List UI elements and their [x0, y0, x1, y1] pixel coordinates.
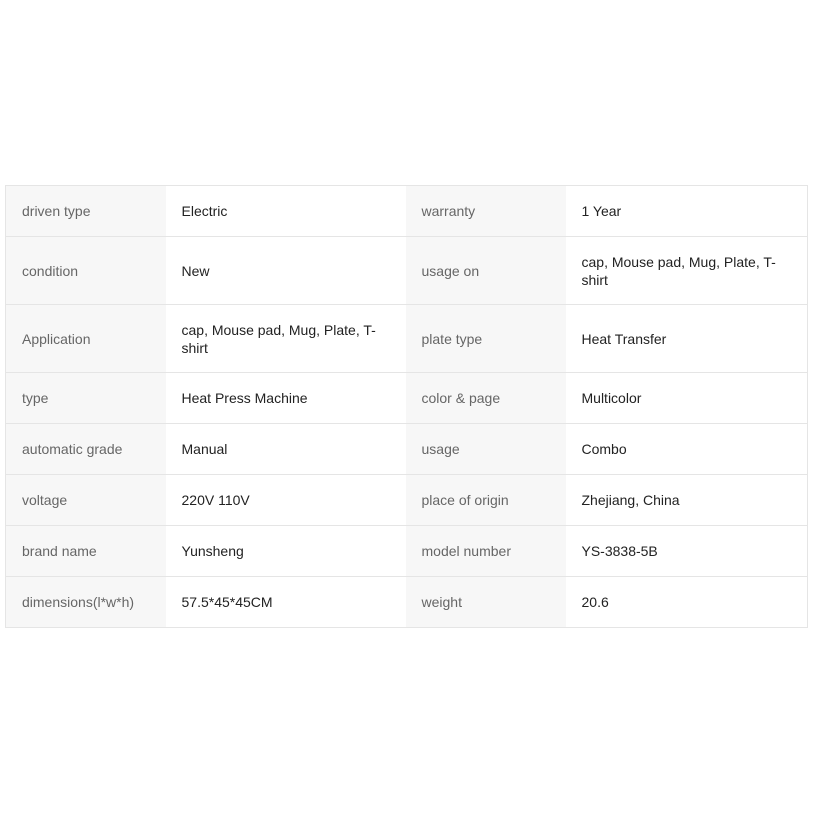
spec-value: Yunsheng: [166, 526, 406, 577]
spec-value: Electric: [166, 186, 406, 237]
spec-row: [6, 237, 808, 305]
spec-label: type: [6, 373, 166, 424]
spec-row: [6, 577, 808, 628]
spec-value: Heat Transfer: [566, 305, 808, 373]
spec-value: cap, Mouse pad, Mug, Plate, T-shirt: [566, 237, 808, 305]
spec-label: brand name: [6, 526, 166, 577]
spec-label: driven type: [6, 186, 166, 237]
spec-label: place of origin: [406, 475, 566, 526]
spec-label: Application: [6, 305, 166, 373]
spec-label: dimensions(l*w*h): [6, 577, 166, 628]
spec-value: Multicolor: [566, 373, 808, 424]
spec-row: [6, 475, 808, 526]
spec-value: Zhejiang, China: [566, 475, 808, 526]
spec-row: [6, 186, 808, 237]
spec-value: Heat Press Machine: [166, 373, 406, 424]
spec-label: plate type: [406, 305, 566, 373]
spec-value: 57.5*45*45CM: [166, 577, 406, 628]
spec-label: voltage: [6, 475, 166, 526]
spec-value: Manual: [166, 424, 406, 475]
spec-label: automatic grade: [6, 424, 166, 475]
spec-label: condition: [6, 237, 166, 305]
spec-label: weight: [406, 577, 566, 628]
spec-label: usage on: [406, 237, 566, 305]
spec-label: model number: [406, 526, 566, 577]
spec-label: color & page: [406, 373, 566, 424]
spec-value: Combo: [566, 424, 808, 475]
spec-row: [6, 424, 808, 475]
spec-row: [6, 373, 808, 424]
spec-label: warranty: [406, 186, 566, 237]
spec-row: [6, 526, 808, 577]
spec-label: usage: [406, 424, 566, 475]
product-specs-table: [5, 185, 808, 628]
spec-value: 220V 110V: [166, 475, 406, 526]
spec-value: New: [166, 237, 406, 305]
spec-row: [6, 305, 808, 373]
spec-value: 1 Year: [566, 186, 808, 237]
spec-value: YS-3838-5B: [566, 526, 808, 577]
spec-value: 20.6: [566, 577, 808, 628]
spec-value: cap, Mouse pad, Mug, Plate, T-shirt: [166, 305, 406, 373]
